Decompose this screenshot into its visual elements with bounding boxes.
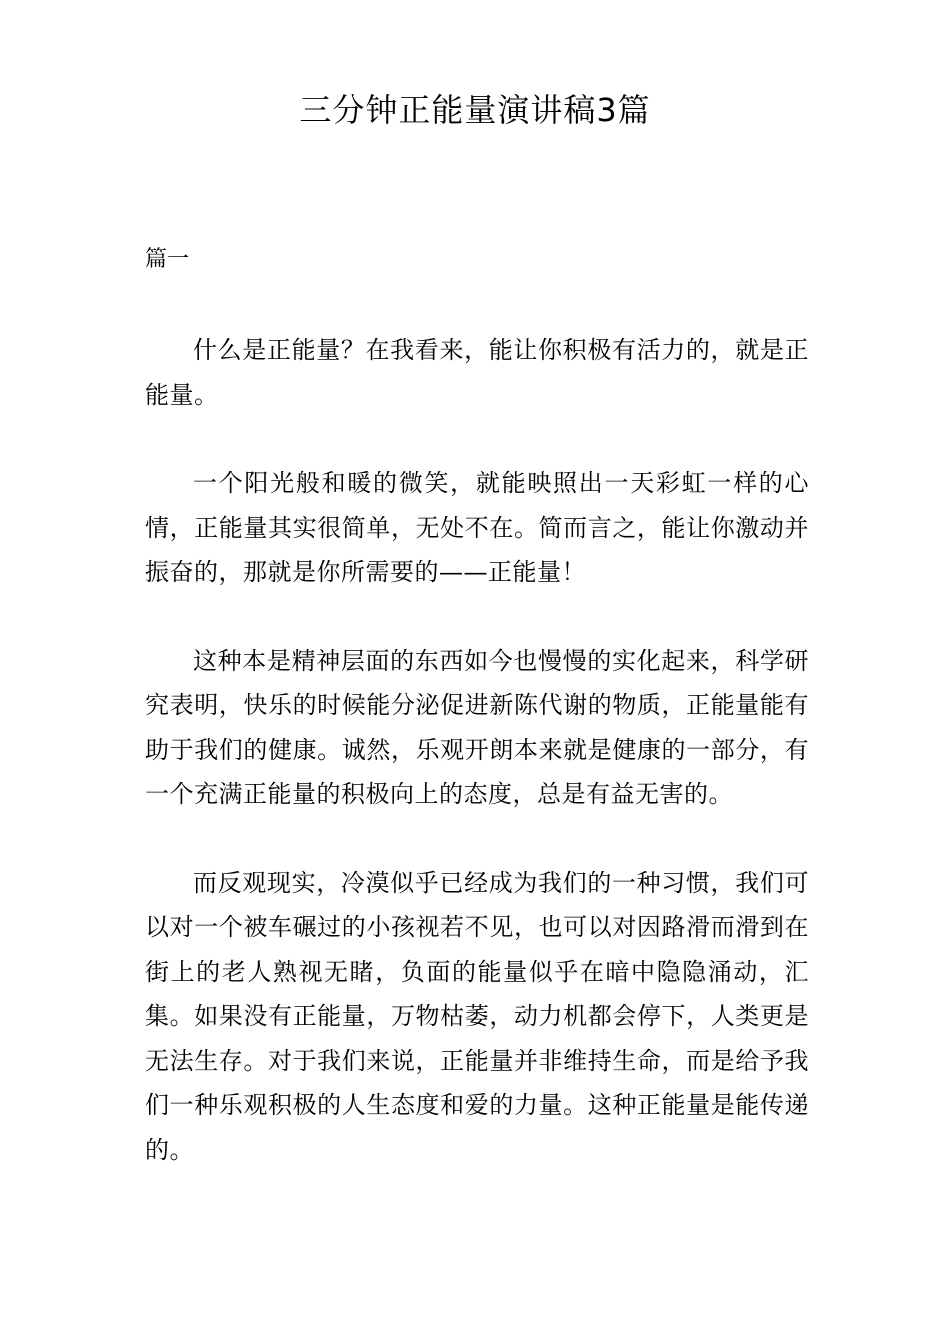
paragraph-1: 什么是正能量？在我看来，能让你积极有活力的，就是正能量。 xyxy=(145,336,809,409)
section-heading: 篇一 xyxy=(145,247,190,272)
paragraph-2: 一个阳光般和暖的微笑，就能映照出一天彩虹一样的心情，正能量其实很简单，无处不在。简而言之，能让你激动并振奋的，那就是你所需要的——正能量！ xyxy=(145,469,809,586)
paragraph-3: 这种本是精神层面的东西如今也慢慢的实化起来，科学研究表明，快乐的时候能分泌促进新陈代谢的物质，正能量能有助于我们的健康。诚然，乐观开朗本来就是健康的一部分，有一个充满正能量的积极向上的态度，总是有益无害的。 xyxy=(145,646,809,808)
document-title: 三分钟正能量演讲稿3篇 xyxy=(299,91,651,129)
document-body xyxy=(145,328,809,1216)
paragraph-4: 而反观现实，冷漠似乎已经成为我们的一种习惯，我们可以对一个被车碾过的小孩视若不见，也可以对因路滑而滑到在街上的老人熟视无睹，负面的能量似乎在暗中隐隐涌动，汇集。如果没有正能量，万物枯萎，动力机都会停下，人类更是无法生存。对于我们来说，正能量并非维持生命，而是给予我们一种乐观积极的人生态度和爱的力量。这种正能量是能传递的。 xyxy=(145,868,809,1164)
